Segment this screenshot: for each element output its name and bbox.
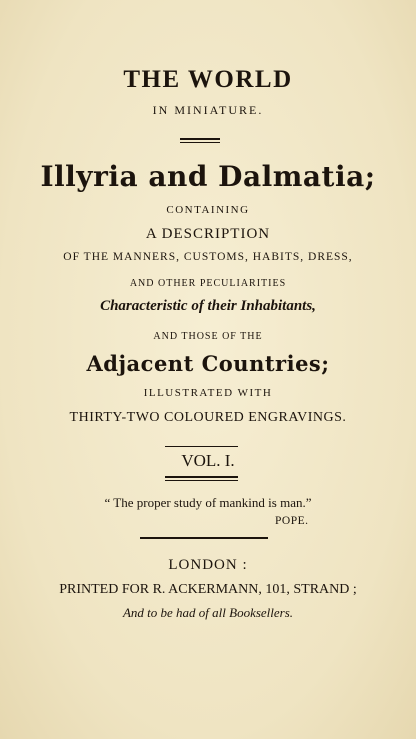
volume-rule-top	[165, 446, 238, 447]
line-description: A DESCRIPTION	[145, 226, 271, 242]
line-containing: CONTAINING	[166, 204, 250, 216]
short-double-rule-top	[180, 138, 220, 140]
line-peculiarities: AND OTHER PECULIARITIES	[129, 278, 287, 289]
epigraph-author: POPE.	[275, 515, 309, 527]
imprint-city: LONDON :	[168, 557, 248, 573]
epigraph: “ The proper study of mankind is man.”	[104, 495, 312, 510]
line-manners: OF THE MANNERS, CUSTOMS, HABITS, DRESS,	[63, 251, 353, 263]
imprint-printer: PRINTED FOR R. ACKERMANN, 101, STRAND ;	[59, 582, 357, 597]
line-illustrated: ILLUSTRATED WITH	[143, 387, 273, 399]
main-title: Illyria and Dalmatia;	[40, 160, 376, 193]
imprint-rule	[140, 537, 268, 539]
imprint-sellers: And to be had of all Booksellers.	[122, 605, 294, 620]
line-engravings: THIRTY-TWO COLOURED ENGRAVINGS.	[69, 410, 347, 425]
line-characteristic: Characteristic of their Inhabitants,	[100, 298, 316, 314]
line-adjacent: Adjacent Countries;	[86, 351, 330, 376]
line-those: AND THOSE OF THE	[153, 331, 263, 342]
volume-rule-bottom-thick	[165, 476, 238, 478]
title: THE WORLD	[123, 66, 293, 93]
short-double-rule-bottom	[180, 142, 220, 143]
volume-label: VOL. I.	[181, 451, 235, 470]
volume-rule-bottom-thin	[165, 480, 238, 481]
subtitle: IN MINIATURE.	[152, 103, 264, 117]
